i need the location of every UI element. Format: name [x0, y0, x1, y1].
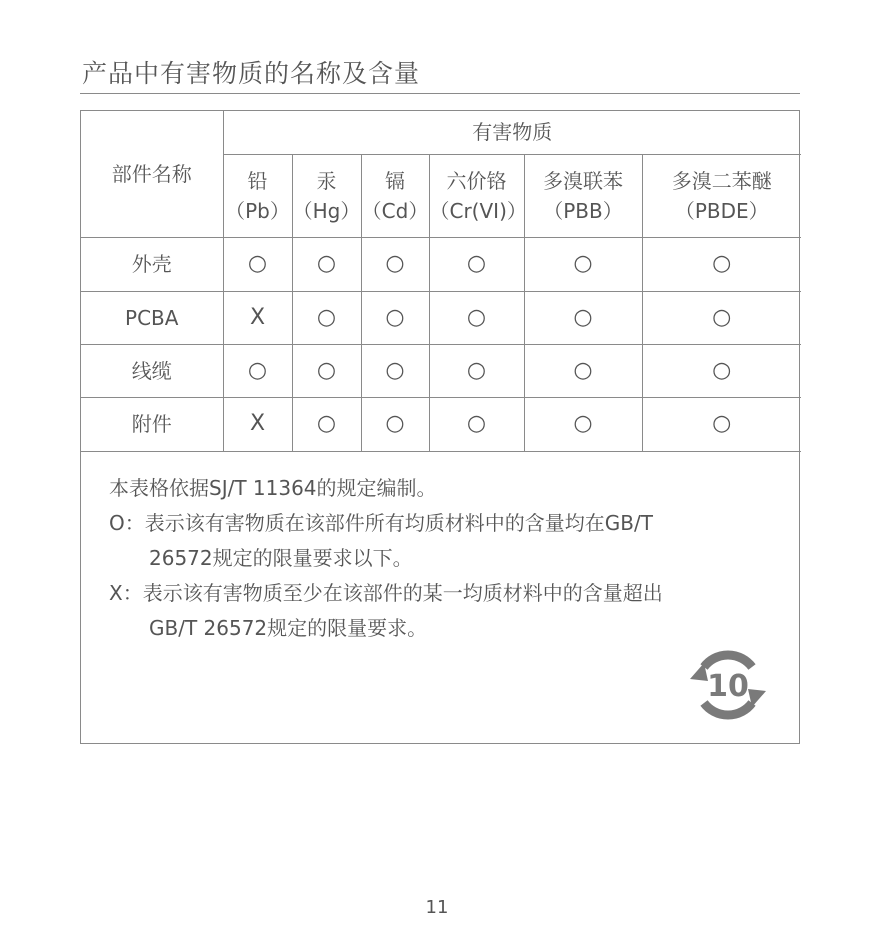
efup-number: 10 [707, 669, 749, 704]
mark-cell: ○ [429, 397, 524, 451]
mark-cell: ○ [292, 397, 361, 451]
mark-cell: ○ [524, 344, 642, 397]
substance-header-cd: 镉 （Cd） [361, 154, 429, 237]
table-row [81, 291, 801, 344]
mark-cell: ○ [292, 237, 361, 291]
mark-cell: ○ [292, 344, 361, 397]
note-x-definition: X：表示该有害物质至少在该部件的某一均质材料中的含量超出 [109, 581, 663, 605]
table-notes [109, 471, 789, 646]
hazardous-substance-table [81, 111, 801, 452]
mark-cell: ○ [642, 291, 801, 344]
note-o-definition-cont: 26572规定的限量要求以下。 [149, 546, 413, 570]
substance-header-hg: 汞 （Hg） [292, 154, 361, 237]
table-row [81, 344, 801, 397]
mark-cell: ○ [429, 237, 524, 291]
mark-cell: ○ [642, 237, 801, 291]
table-row [81, 397, 801, 451]
page-number: 11 [425, 897, 449, 918]
mark-cell: ○ [361, 397, 429, 451]
substance-header-cr6: 六价铬 （Cr(VI)） [429, 154, 524, 237]
note-o-definition: O：表示该有害物质在该部件所有均质材料中的含量均在GB/T [109, 511, 653, 535]
mark-cell: ○ [524, 237, 642, 291]
substance-header-pb: 铅 （Pb） [223, 154, 292, 237]
part-name-header: 部件名称 [81, 111, 223, 237]
mark-cell: ○ [361, 344, 429, 397]
title-divider [80, 93, 800, 94]
mark-cell: ○ [642, 397, 801, 451]
note-x-definition-cont: GB/T 26572规定的限量要求。 [149, 616, 428, 640]
mark-cell: ○ [223, 344, 292, 397]
mark-cell: ○ [361, 237, 429, 291]
substance-header-pbb: 多溴联苯 （PBB） [524, 154, 642, 237]
part-name-cell: 线缆 [81, 344, 223, 397]
part-name-cell: 附件 [81, 397, 223, 451]
mark-cell: X [223, 291, 292, 344]
mark-cell: ○ [429, 291, 524, 344]
page-title: 产品中有害物质的名称及含量 [82, 59, 421, 88]
substance-header-pbde: 多溴二苯醚 （PBDE） [642, 154, 801, 237]
mark-cell: ○ [361, 291, 429, 344]
hazardous-substances-header: 有害物质 [223, 111, 801, 154]
note-standard: 本表格依据SJ/T 11364的规定编制。 [109, 476, 437, 500]
efup-10-years-icon [688, 645, 768, 725]
mark-cell: ○ [524, 397, 642, 451]
mark-cell: ○ [429, 344, 524, 397]
hazardous-substance-sheet [80, 110, 800, 744]
part-name-cell: 外壳 [81, 237, 223, 291]
mark-cell: X [223, 397, 292, 451]
mark-cell: ○ [223, 237, 292, 291]
table-row [81, 237, 801, 291]
table-header-row [81, 111, 801, 154]
mark-cell: ○ [524, 291, 642, 344]
part-name-cell: PCBA [81, 291, 223, 344]
mark-cell: ○ [292, 291, 361, 344]
mark-cell: ○ [642, 344, 801, 397]
